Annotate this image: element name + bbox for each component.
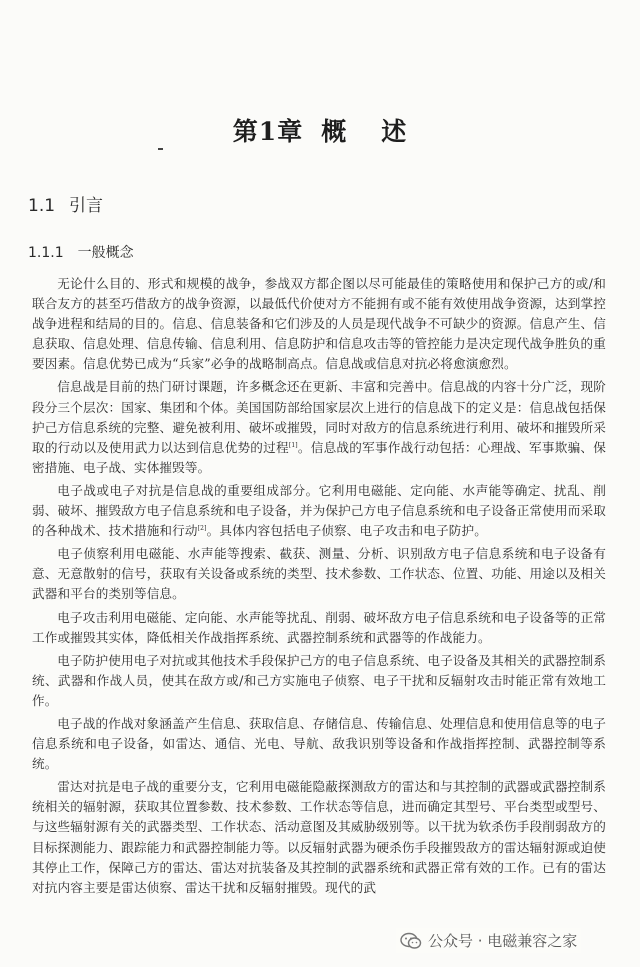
paragraph-text: 雷达对抗是电子战的重要分支，它利用电磁能隐蔽探测敌方的雷达和与其控制的武器或武器控制系统相关的辐射源，获取其位置参数、技术参数、工作状态等信息，进而确定其型号、平台类型或型号、与这些辐射源有关的武器类型、工作状态、活动意图及其威胁级别等。以干扰为软杀伤手段削弱敌方的目标探测能力、跟踪能力和武器控制能力等。以反辐射武器为硬杀伤手段摧毁敌方的雷达辐射源或迫使其停止工作，保障己方的雷达、雷达对抗装备及其控制的武器系统和武器正常有效的工作。已有的雷达对抗内容主要是雷达侦察、雷达干扰和反辐射摧毁。现代的武 (32, 779, 606, 895)
subsection-number: 1.1.1 (28, 245, 64, 261)
subsection-heading (28, 242, 134, 262)
chapter-title (0, 112, 640, 148)
paragraph-text: 电子战的作战对象涵盖产生信息、获取信息、存储信息、传输信息、处理信息和使用信息等的电子信息系统和电子设备，如雷达、通信、光电、导航、敌我识别等设备和作战指挥控制、武器控制等系统。 (32, 715, 606, 772)
paragraph-text: 信息战是目前的热门研讨课题，许多概念还在更新、丰富和完善中。信息战的内容十分广泛，现阶段分三个层次：国家、集团和个体。美国国防部给国家层次上进行的信息战下的定义是：信息战包括保护己方信息系统的完整、避免被利用、破坏或摧毁，同时对敌方的信息系统进行利用、破坏和摧毁所采取的行动以及使用武力以达到信息优势的过程 (32, 379, 606, 455)
paragraph-tail: 。具体内容包括电子侦察、电子攻击和电子防护。 (206, 523, 487, 539)
section-heading (28, 191, 103, 216)
body-text (32, 274, 606, 901)
paragraph-tail: 。信息战的军事作战行动包括：心理战、军事欺骗、保密措施、电子战、实体摧毁等。 (32, 439, 606, 475)
paragraph (32, 377, 606, 477)
paragraph (32, 274, 606, 374)
wechat-icon (400, 932, 422, 950)
subsection-title: 一般概念 (77, 245, 134, 261)
paragraph (32, 651, 606, 711)
paragraph (32, 714, 606, 774)
stray-mark (158, 148, 163, 150)
chapter-label-prefix: 第 (232, 117, 259, 146)
paragraph-text: 无论什么目的、形式和规模的战争，参战双方都企图以尽可能最佳的策略使用和保护己方的或/和联合友方的甚至巧借敌方的战争资源，以最低代价使对方不能拥有或不能有效使用战争资源，达到掌控战争进程和结局的目的。信息、信息装备和它们涉及的人员是现代战争不可缺少的资源。信息产生、信息获取、信息处理、信息传输、信息利用、信息防护和信息攻击等的管控能力是决定现代战争胜负的重要因素。信息优势已成为“兵家”必争的战略制高点。信息战或信息对抗必将愈演愈烈。 (32, 276, 606, 372)
section-number: 1.1 (28, 196, 56, 216)
paragraph-text: 电子侦察利用电磁能、水声能等搜索、截获、测量、分析、识别敌方电子信息系统和电子设备有意、无意散射的信号，获取有关设备或系统的类型、技术参数、工作状态、位置、功能、用途以及相关武器和平台的类别等信息。 (32, 546, 606, 602)
paragraph (32, 481, 606, 541)
paragraph (32, 777, 606, 898)
watermark (396, 928, 581, 953)
reference-marker[interactable]: [1] (288, 441, 298, 449)
watermark-text: 公众号 · 电磁兼容之家 (428, 932, 578, 950)
chapter-label-suffix: 章 (277, 117, 304, 146)
paragraph (32, 608, 606, 648)
paragraph-text: 电子防护使用电子对抗或其他技术手段保护己方的电子信息系统、电子设备及其相关的武器控制系统、武器和作战人员，使其在敌方或/和己方实施电子侦察、电子干扰和反辐射攻击时能正常有效地工作。 (32, 652, 606, 708)
paragraph-text: 电子攻击利用电磁能、定向能、水声能等扰乱、削弱、破坏敌方电子信息系统和电子设备等的正常工作或摧毁其实体，降低相关作战指挥系统、武器控制系统和武器等的作战能力。 (32, 609, 606, 645)
reference-marker[interactable]: [2] (197, 525, 207, 533)
paragraph (32, 544, 606, 604)
paragraph-text: 电子战或电子对抗是信息战的重要组成部分。它利用电磁能、定向能、水声能等确定、扰乱、削弱、破坏、摧毁敌方电子信息系统和电子设备，并为保护己方电子信息系统和电子设备正常使用而采取的各种战术、技术措施和行动 (32, 482, 606, 539)
chapter-number: 1 (258, 117, 278, 146)
section-title: 引言 (69, 196, 104, 216)
chapter-title-char-1: 概 (321, 117, 348, 146)
chapter-title-char-2: 述 (381, 117, 408, 146)
